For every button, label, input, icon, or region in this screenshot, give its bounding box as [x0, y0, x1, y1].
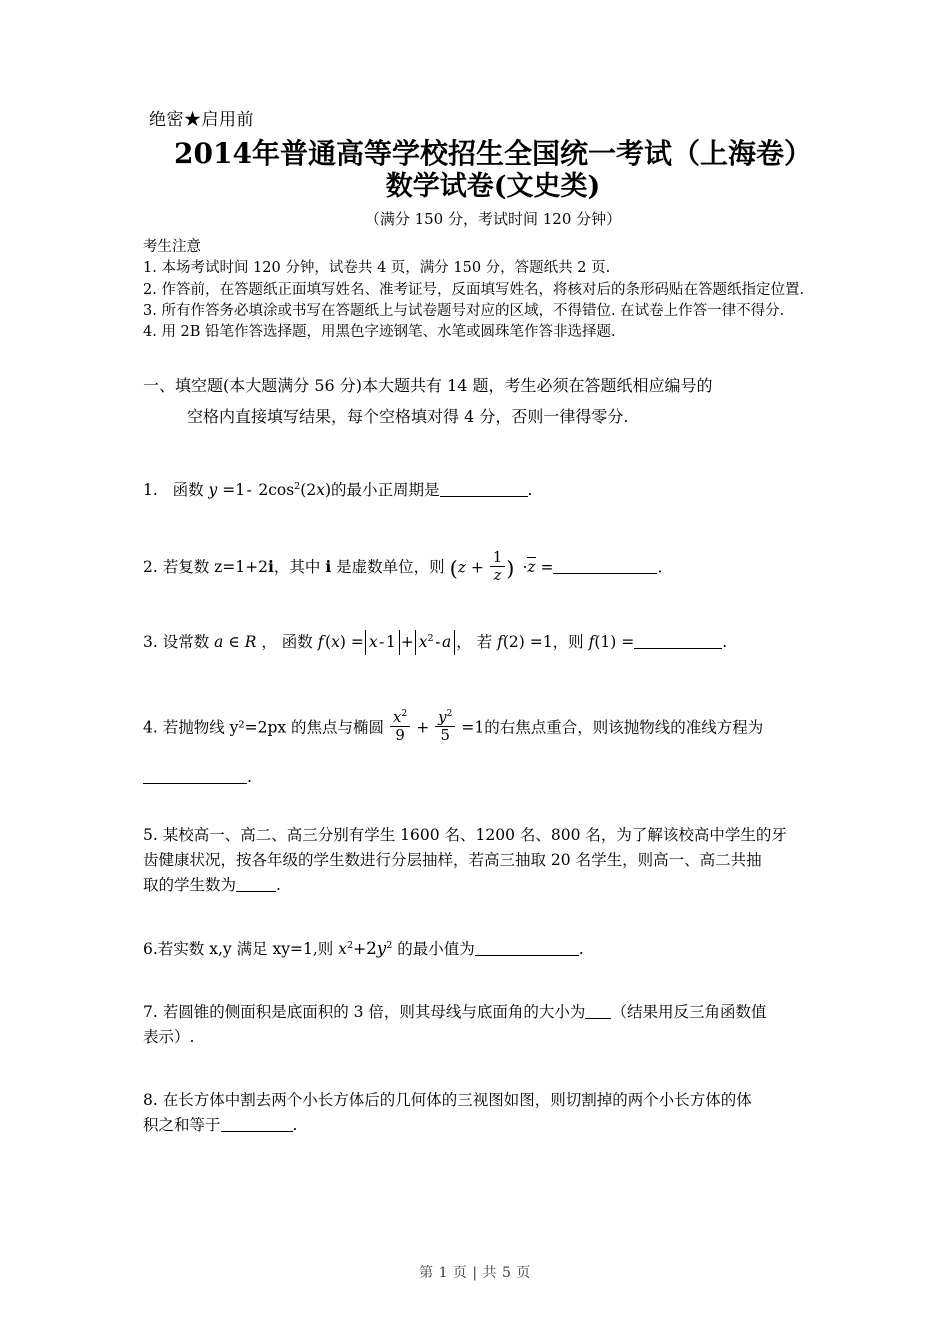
question-1-number: 1. — [143, 481, 173, 499]
question-4-prefix: 4. 若抛物线 y²=2px 的焦点与椭圆 — [143, 718, 385, 737]
section-heading-fill-in-blanks — [143, 370, 843, 432]
notice-item-2: 2. 作答前，在答题纸正面填写姓名、准考证号，反面填写姓名，将核对后的条形码贴在答题纸指定位置. — [143, 281, 805, 298]
question-8 — [143, 1088, 849, 1138]
question-6-suffix: 的最小值为 — [397, 940, 475, 958]
notice-item-3: 3. 所有作答务必填涂或书写在答题纸上与试卷题号对应的区域，不得错位. 在试卷上作答一律不得分. — [143, 303, 785, 320]
answer-blank[interactable] — [475, 955, 579, 956]
question-7-line2: 表示）. — [143, 1028, 195, 1047]
question-5 — [143, 823, 849, 898]
answer-blank[interactable] — [553, 573, 657, 574]
abs-x-squared-minus-a: $x^2$ - a — [415, 630, 455, 655]
question-2-text: 2. 若复数 z=1+2i，其中 i 是虚数单位，则 — [143, 557, 445, 577]
question-5-line3: 取的学生数为 . — [143, 876, 281, 895]
question-4-suffix: 的右焦点重合，则该抛物线的准线方程为 — [484, 718, 764, 737]
page-header — [143, 108, 843, 432]
answer-blank[interactable] — [143, 783, 247, 784]
question-4: 4. 若抛物线 y²=2px 的焦点与椭圆 $\frac{x^2}{9}$ + $\frac{y^2}{5}$ =1的右焦点重合，则该抛物线的准线方程为 — [143, 708, 764, 745]
question-1-suffix: 的最小正周期是 — [331, 481, 440, 499]
question-7 — [143, 1000, 849, 1050]
answer-blank[interactable] — [221, 1131, 293, 1132]
fraction-y2-over-5: $\frac{y^2}{5}$ — [435, 710, 455, 743]
page-subtitle: 数学试卷(文史类) — [385, 170, 601, 202]
answer-blank[interactable] — [440, 496, 528, 497]
question-6-prefix: 6.若实数 x,y 满足 xy=1,则 — [143, 940, 334, 958]
page-footer: 第 1 页 | 共 5 页 — [419, 1265, 531, 1281]
section-heading-line1: 一、填空题(本大题满分 56 分)本大题共有 14 题，考生必须在答题纸相应编号的 — [143, 375, 713, 395]
question-5-line2: 齿健康状况，按各年级的学生数进行分层抽样，若高三抽取 20 名学生，则高一、高二共抽 — [143, 851, 762, 870]
section-heading-line2: 空格内直接填写结果，每个空格填对得 4 分，否则一律得零分. — [187, 406, 629, 426]
question-3: 3. 设常数 a ∈ R ， 函数 f (x) = x - $1 + x^2$ - a ， 若 f(2) =1，则 f(1) = . — [143, 630, 849, 655]
notice-heading: 考生注意 — [143, 239, 201, 256]
question-4-continued: . — [143, 765, 849, 790]
question-2: 2. 若复数 z=1+2i，其中 i 是虚数单位，则 (z + $\frac{1}{z}$ ) ·z = . — [143, 548, 663, 585]
conjugate-z: z — [527, 558, 536, 577]
question-1-prefix: 函数 — [172, 481, 209, 499]
fraction-x2-over-9: $\frac{x^2}{9}$ — [390, 710, 410, 743]
question-1: 1. 函数 y =1 - $2\cos^2(2x)$的最小正周期是 . — [143, 480, 533, 499]
answer-blank[interactable] — [585, 1018, 611, 1019]
fraction-one-over-z: $\frac{1}{z}$ — [490, 550, 505, 583]
abs-x-minus-1: x - 1 — [365, 630, 400, 655]
secret-label: 绝密★启用前 — [149, 110, 254, 130]
notice-item-4: 4. 用 2B 铅笔作答选择题，用黑色字迹钢笔、水笔或圆珠笔作答非选择题. — [143, 324, 616, 341]
score-time-note: （满分 150 分，考试时间 120 分钟） — [364, 210, 622, 229]
candidate-notice — [143, 237, 843, 344]
question-8-line1: 8. 在长方体中割去两个小长方体后的几何体的三视图如图，则切割掉的两个小长方体的体 — [143, 1091, 752, 1109]
answer-blank[interactable] — [634, 648, 722, 649]
question-3-prefix: 3. 设常数 — [143, 633, 210, 651]
answer-blank[interactable] — [236, 891, 276, 892]
question-7-line1: 7. 若圆锥的侧面积是底面积的 3 倍，则其母线与底面角的大小为 （结果用反三角函数值 — [143, 1003, 767, 1021]
question-6: 6.若实数 x,y 满足 xy=1,则 $x^2+2y^2$ 的最小值为 . — [143, 938, 584, 958]
question-8-line2: 积之和等于 . — [143, 1116, 298, 1135]
page-title: 2014年普通高等学校招生全国统一考试（上海卷） — [174, 136, 812, 170]
question-5-line1: 5. 某校高一、高二、高三分别有学生 1600 名、1200 名、800 名，为了解该校高中学生的牙 — [143, 826, 787, 844]
notice-item-1: 1. 本场考试时间 120 分钟，试卷共 4 页，满分 150 分，答题纸共 2 页. — [143, 260, 611, 277]
